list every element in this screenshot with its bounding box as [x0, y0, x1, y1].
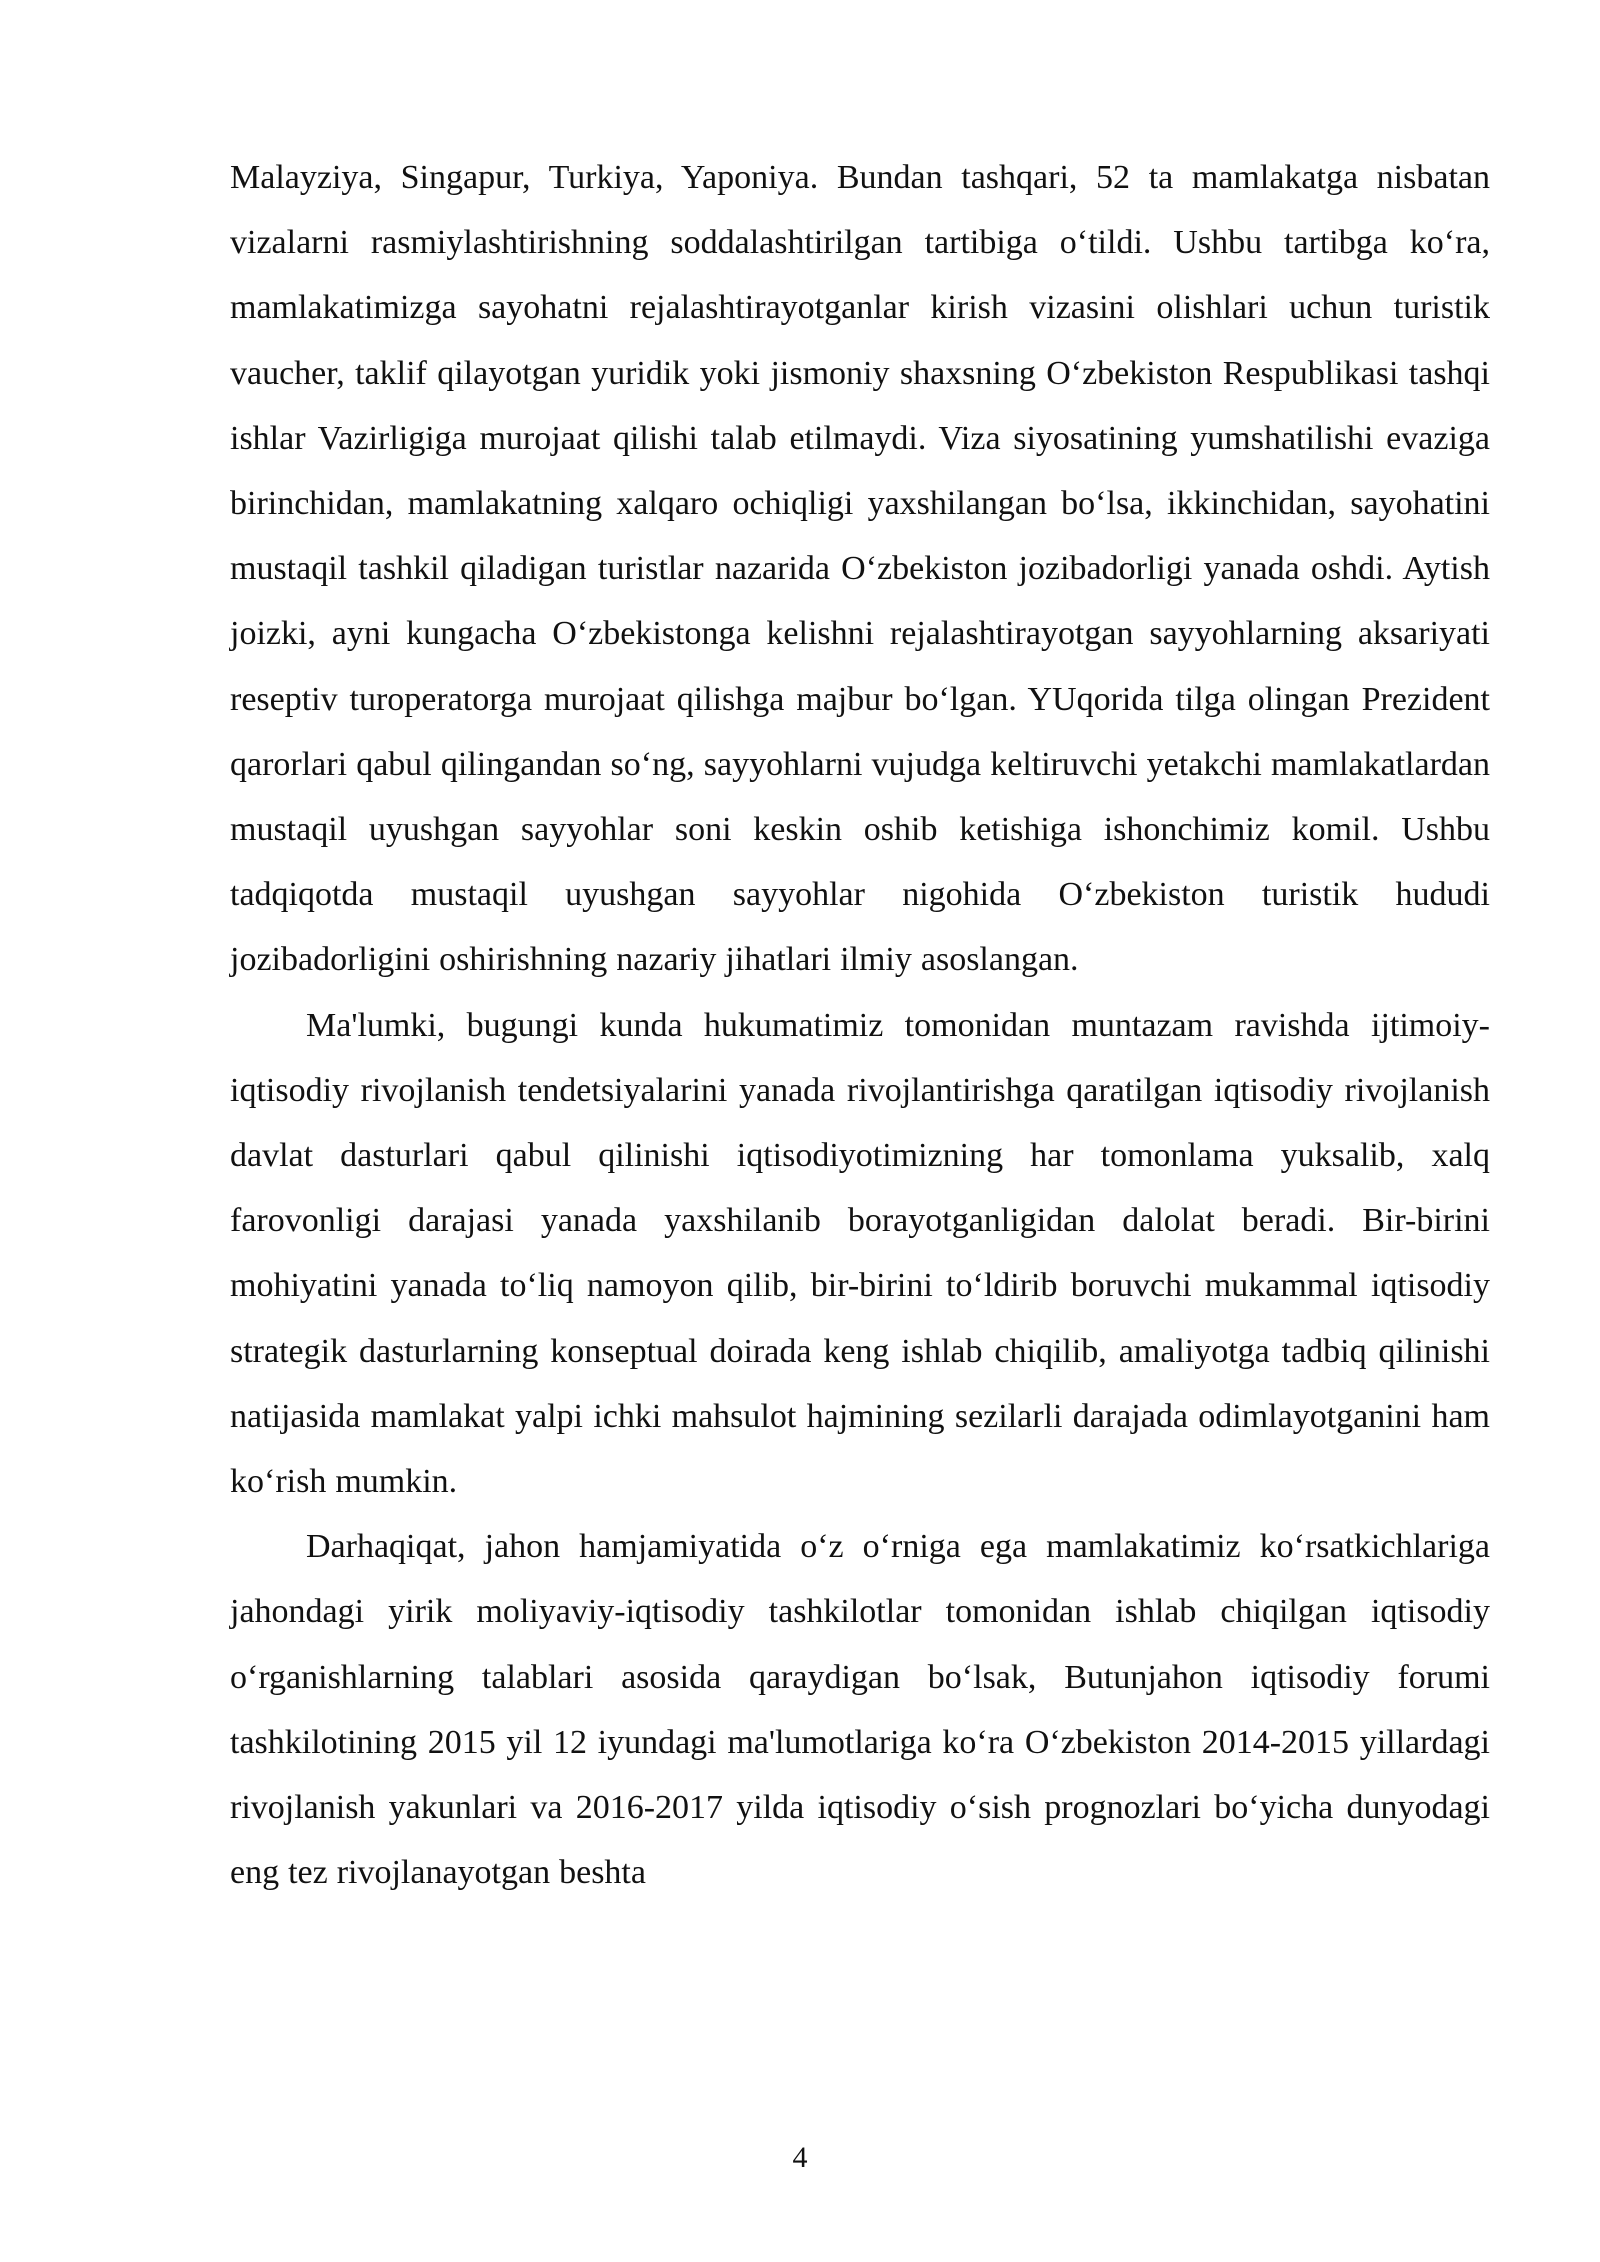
paragraph-3: Darhaqiqat, jahon hamjamiyatida o‘z o‘rniga ega mamlakatimiz ko‘rsatkichlariga jahondagi yirik moliyaviy-iqtisodiy tashkilotlar tomonidan ishlab chiqilgan iqtisodiy o‘rganishlarning talablari asosida qaraydigan bo‘lsak, Butunjahon iqtisodiy forumi tashkilotining 2015 yil 12 iyundagi ma'lumotlariga ko‘ra O‘zbekiston 2014-2015 yillardagi rivojlanish yakunlari va 2016-2017 yilda iqtisodiy o‘sish prognozlari bo‘yicha dunyodagi eng tez rivojlanayotgan beshta: [230, 1528, 1490, 1892]
page-number: 4: [792, 2141, 808, 2174]
paragraph-1: Malayziya, Singapur, Turkiya, Yaponiya. Bundan tashqari, 52 ta mamlakatga nisbatan vizalarni rasmiylashtirishning soddalashtirilgan tartibiga o‘tildi. Ushbu tartibga ko‘ra, mamlakatimizga sayohatni rejalashtirayotganlar kirish vizasini olishlari uchun turistik vaucher, taklif qilayotgan yuridik yoki jismoniy shaxsning O‘zbekiston Respublikasi tashqi ishlar Vazirligiga murojaat qilishi talab etilmaydi. Viza siyosatining yumshatilishi evaziga birinchidan, mamlakatning xalqaro ochiqligi yaxshilangan bo‘lsa, ikkinchidan, sayohatini mustaqil tashkil qiladigan turistlar nazarida O‘zbekiston jozibadorligi yanada oshdi. Aytish joizki, ayni kungacha O‘zbekistonga kelishni rejalashtirayotgan sayyohlarning aksariyati reseptiv turoperatorga murojaat qilishga majbur bo‘lgan. YUqorida tilga olingan Prezident qarorlari qabul qilingandan so‘ng, sayyohlarni vujudga keltiruvchi yetakchi mamlakatlardan mustaqil uyushgan sayyohlar soni keskin oshib ketishiga ishonchimiz komil. Ushbu tadqiqotda mustaqil uyushgan sayyohlar nigohida O‘zbekiston turistik hududi jozibadorligini oshirishning nazariy jihatlari ilmiy asoslangan.: [230, 159, 1490, 979]
paragraph-2: Ma'lumki, bugungi kunda hukumatimiz tomonidan muntazam ravishda ijtimoiy-iqtisodiy rivojlanish tendetsiyalarini yanada rivojlantirishga qaratilgan iqtisodiy rivojlanish davlat dasturlari qabul qilinishi iqtisodiyotimizning har tomonlama yuksalib, xalq farovonligi darajasi yanada yaxshilanib borayotganligidan dalolat beradi. Bir-birini mohiyatini yanada to‘liq namoyon qilib, bir-birini to‘ldirib boruvchi mukammal iqtisodiy strategik dasturlarning konseptual doirada keng ishlab chiqilib, amaliyotga tadbiq qilinishi natijasida mamlakat yalpi ichki mahsulot hajmining sezilarli darajada odimlayotganini ham ko‘rish mumkin.: [230, 1006, 1490, 1501]
body-text: [230, 145, 1490, 1905]
